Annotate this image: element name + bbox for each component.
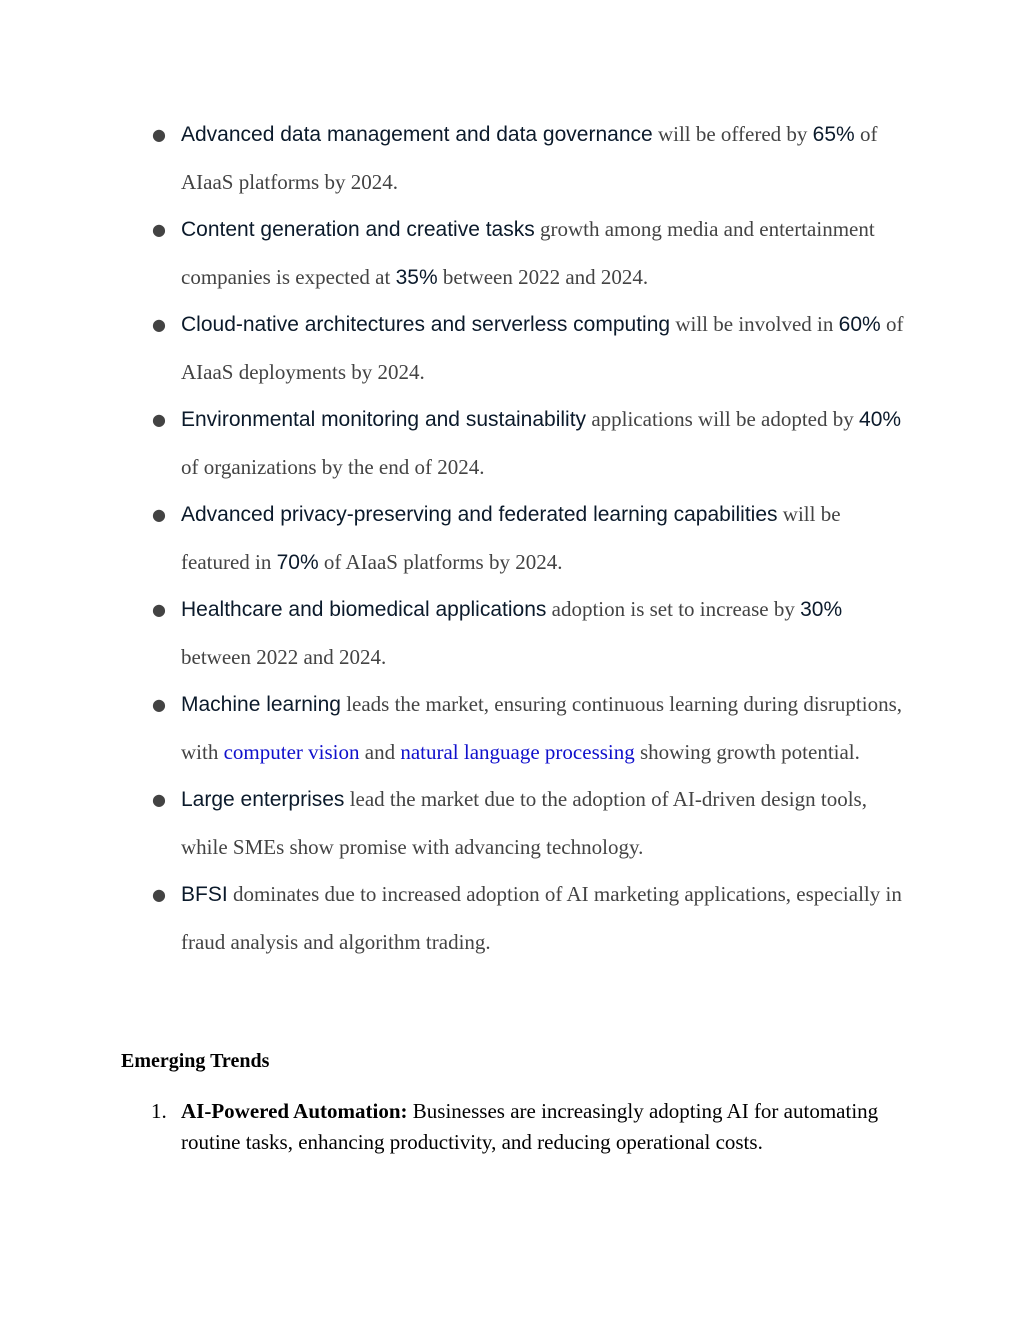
bullet-icon: ●: [152, 600, 166, 619]
list-item: [0, 206, 1024, 301]
list-item-text: will be offered by: [652, 122, 813, 146]
list-item-text: growth among media and entertainment companies is expected at: [181, 217, 875, 289]
bullet-icon: ●: [152, 125, 166, 144]
item-number: 1.: [151, 1099, 167, 1123]
list-item-value: 70%: [276, 550, 319, 574]
list-item-text: between 2022 and 2024.: [181, 644, 387, 669]
list-item-text: leads the market, ensuring continuous learning during disruptions, with: [181, 692, 903, 764]
list-item-lead: Environmental monitoring and sustainability: [181, 408, 587, 431]
list-item-text: will be involved in: [670, 312, 839, 336]
item-title: AI-Powered Automation:: [181, 1099, 408, 1123]
bullet-icon: ●: [152, 315, 166, 334]
list-item-lead: Healthcare and biomedical applications: [181, 598, 547, 621]
bullet-icon: ●: [152, 695, 166, 714]
emerging-trends-list: [0, 1096, 1024, 1158]
list-item: [0, 301, 1024, 396]
list-item-text: showing growth potential.: [634, 739, 860, 764]
list-item-text: adoption is set to increase by: [546, 597, 801, 621]
list-item-text: lead the market due to the adoption of AI-driven design tools, while SMEs show promise with advancing technology.: [181, 787, 867, 859]
list-item-lead: Advanced privacy-preserving and federated learning capabilities: [181, 503, 778, 526]
list-item-value: 60%: [838, 313, 881, 336]
list-item-text: will be featured in: [181, 502, 841, 574]
item-text: Businesses are increasingly adopting AI for automating routine tasks, enhancing productivity, and reducing operational costs.: [181, 1099, 879, 1154]
section-heading: Emerging Trends: [121, 1050, 270, 1072]
key-findings-list: [0, 111, 1024, 966]
bullet-icon: ●: [152, 790, 166, 809]
list-item-text: of AIaaS deployments by 2024.: [181, 312, 904, 384]
list-item-value: 35%: [395, 265, 438, 289]
list-item: [0, 396, 1024, 491]
list-item-lead: Content generation and creative tasks: [181, 218, 535, 241]
list-item-text: of AIaaS platforms by 2024.: [181, 122, 878, 194]
list-item-value: 30%: [800, 598, 843, 621]
list-item: [0, 776, 1024, 871]
list-item-lead: BFSI: [181, 883, 228, 906]
bullet-icon: ●: [152, 885, 166, 904]
computer-vision-link[interactable]: computer vision: [223, 739, 360, 764]
list-item-text: of AIaaS platforms by 2024.: [318, 549, 563, 574]
list-item-value: 40%: [859, 408, 902, 431]
list-item-text: of organizations by the end of 2024.: [181, 454, 485, 479]
list-item-text: dominates due to increased adoption of AI marketing applications, especially in fraud analysis and algorithm trading.: [181, 882, 902, 954]
numbered-item: [0, 1096, 1024, 1158]
list-item-text: applications will be adopted by: [586, 407, 860, 431]
bullet-icon: ●: [152, 220, 166, 239]
bullet-icon: ●: [152, 505, 166, 524]
list-item-text: between 2022 and 2024.: [437, 264, 649, 289]
list-item: [0, 871, 1024, 966]
list-item: [0, 586, 1024, 681]
list-item-text: and: [359, 739, 401, 764]
bullet-icon: ●: [152, 410, 166, 429]
list-item-value: 65%: [812, 123, 855, 146]
list-item-lead: Advanced data management and data governance: [181, 123, 653, 146]
list-item-lead: Machine learning: [181, 693, 341, 716]
list-item: [0, 111, 1024, 206]
list-item-lead: Large enterprises: [181, 788, 345, 811]
list-item-lead: Cloud-native architectures and serverless computing: [181, 313, 671, 336]
list-item: [0, 681, 1024, 776]
list-item: [0, 491, 1024, 586]
nlp-link[interactable]: natural language processing: [400, 739, 635, 764]
